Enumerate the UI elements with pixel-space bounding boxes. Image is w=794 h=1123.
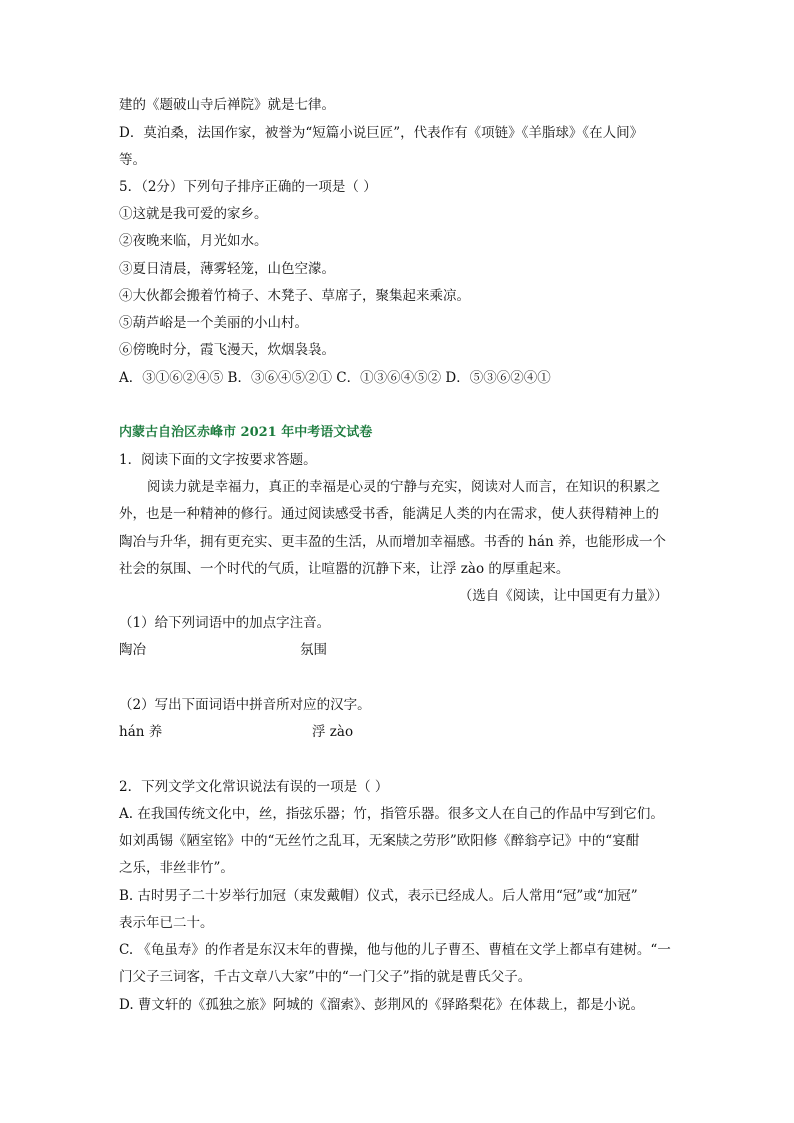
q5-sentence-3: ③夏日清晨，薄雾轻笼，山色空濛。 [119,261,335,277]
q2-option-d-line-1: D. 曹文轩的《孤独之旅》阿城的《溜索》、彭荆风的《驿路梨花》在体裁上，都是小说。 [119,997,645,1013]
prev-line-1: 建的《题破山寺后禅院》就是七律。 [119,97,335,113]
q1-word-1: 陶冶 [119,642,146,658]
q2-option-c-line-2: 门父子三词客，千古文章八大家”中的“一门父子”指的就是曹氏父子。 [119,969,532,985]
q1-word-3: hán 养 [119,724,163,740]
q1-passage-line-3: 陶冶与升华，拥有更充实、更丰盈的生活，从而增加幸福感。书香的 hán 养，也能形成一个 [119,534,667,550]
q1-passage-line-2: 外，也是一种精神的修行。通过阅读感受书香，能满足人类的内在需求，使人获得精神上的 [119,506,659,522]
q5-sentence-1: ①这就是我可爱的家乡。 [119,206,268,222]
q2-stem: 2．下列文学文化常识说法有误的一项是（ ） [119,779,389,795]
q5-sentence-2: ②夜晚来临，月光如水。 [119,233,268,249]
q2-option-c-line-1: C. 《龟虽寿》的作者是东汉末年的曹操，他与他的儿子曹丕、曹植在文学上都卓有建树。“一 [119,942,671,958]
q1-word-4: 浮 zào [312,724,354,740]
q5-options: A．③①⑥②④⑤ B．③⑥④⑤②① C．①③⑥④⑤② D．⑤③⑥②④① [119,370,551,386]
q2-option-b-line-2: 表示年已二十。 [119,915,214,931]
q1-source: （选自《阅读，让中国更有力量》） [458,588,668,604]
q1-passage-line-1: 阅读力就是幸福力，真正的幸福是心灵的宁静与充实，阅读对人而言，在知识的积累之 [147,479,660,495]
prev-line-3: 等。 [119,152,146,168]
prev-line-2: D．莫泊桑，法国作家，被誉为“短篇小说巨匠”，代表作有《项链》《羊脂球》《在人间》 [119,125,644,141]
q1-word-2: 氛围 [300,642,327,658]
q2-option-a-line-2: 如刘禹锡《陋室铭》中的“无丝竹之乱耳，无案牍之劳形”欧阳修《醉翁亭记》中的“宴酣 [119,833,640,849]
q1-sub-question-1: （1）给下列词语中的加点字注音。 [119,615,331,631]
q5-sentence-6: ⑥傍晚时分，霞飞漫天，炊烟袅袅。 [119,342,335,358]
q2-option-b-line-1: B. 古时男子二十岁举行加冠（束发戴帽）仪式，表示已经成人。后人常用“冠”或“加冠” [119,888,638,904]
q1-sub-question-2: （2）写出下面词语中拼音所对应的汉字。 [119,697,371,713]
q2-option-a-line-3: 之乐，非丝非竹”。 [119,860,234,876]
q5-sentence-5: ⑤葫芦峪是一个美丽的小山村。 [119,315,308,331]
q5-stem: 5．（2分）下列句子排序正确的一项是（ ） [119,179,377,195]
q5-sentence-4: ④大伙都会搬着竹椅子、木凳子、草席子，聚集起来乘凉。 [119,288,470,304]
q2-option-a-line-1: A. 在我国传统文化中，丝，指弦乐器；竹，指管乐器。很多文人在自己的作品中写到它们。 [119,806,664,822]
q1-passage-line-4: 社会的氛围、一个时代的气质，让喧嚣的沉静下来，让浮 zào 的厚重起来。 [119,561,570,577]
q1-stem: 1．阅读下面的文字按要求答题。 [119,452,317,468]
section-title: 内蒙古自治区赤峰市 2021 年中考语文试卷 [119,425,373,440]
